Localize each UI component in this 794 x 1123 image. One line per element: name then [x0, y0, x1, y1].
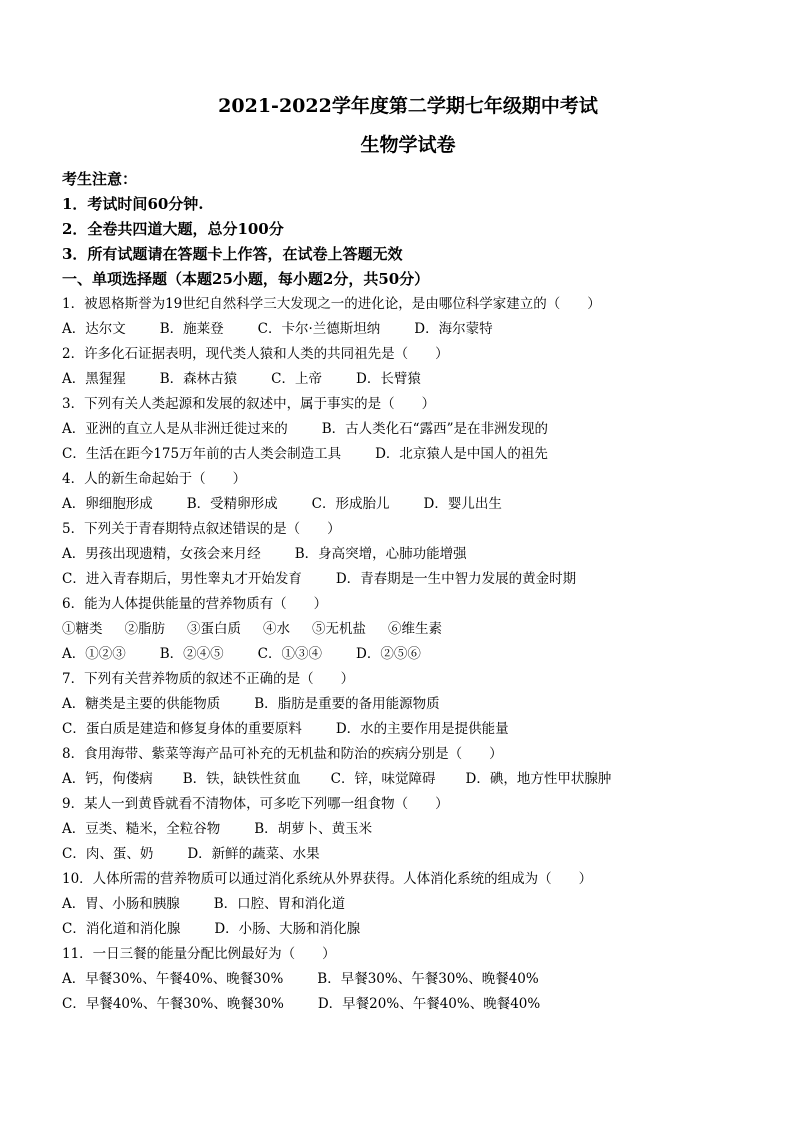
option: C．上帝 [271, 371, 323, 387]
option: A．钙，佝偻病 [62, 771, 153, 787]
option: D．小肠、大肠和消化腺 [214, 921, 361, 937]
question-stem: 7．下列有关营养物质的叙述不正确的是（ ） [62, 671, 355, 687]
nutrient-item: ①糖类 [62, 621, 103, 637]
candidate-notes [62, 167, 754, 292]
options-row [62, 492, 754, 517]
question-stem: 3．下列有关人类起源和发展的叙述中，属于事实的是（ ） [62, 396, 436, 412]
option: B．施莱登 [159, 321, 224, 337]
notes-heading: 考生注意： [62, 170, 138, 188]
options-row [62, 992, 754, 1017]
section-heading: 一、单项选择题（本题25小题，每小题2分，共50分） [62, 270, 430, 288]
options-row [62, 917, 754, 942]
note-item: 2．全卷共四道大题，总分100分 [62, 220, 284, 238]
option: C．形成胎儿 [311, 496, 390, 512]
option: A．黑猩猩 [62, 371, 126, 387]
exam-title: 2021-2022学年度第二学期七年级期中考试 [218, 95, 598, 117]
nutrient-item: ⑤无机盐 [312, 621, 366, 637]
option: B．受精卵形成 [186, 496, 278, 512]
options-row [62, 817, 754, 842]
options-row [62, 692, 754, 717]
option: C．蛋白质是建造和修复身体的重要原料 [62, 721, 302, 737]
exam-subtitle: 生物学试卷 [360, 134, 456, 156]
option: B．铁，缺铁性贫血 [182, 771, 301, 787]
option: B．脂肪是重要的备用能源物质 [254, 696, 440, 712]
options-row [62, 967, 754, 992]
option: D．水的主要作用是提供能量 [335, 721, 509, 737]
question-stem: 6．能为人体提供能量的营养物质有（ ） [62, 596, 328, 612]
option: A．男孩出现遗精，女孩会来月经 [62, 546, 261, 562]
option: B．②④⑤ [159, 646, 224, 662]
option: A．卵细胞形成 [62, 496, 153, 512]
options-row [62, 567, 754, 592]
option: C．早餐40%、午餐30%、晚餐30% [62, 996, 284, 1012]
option: C．①③④ [257, 646, 323, 662]
option: D．早餐20%、午餐40%、晚餐40% [317, 996, 541, 1012]
option: A．达尔文 [62, 321, 126, 337]
nutrient-item: ⑥维生素 [388, 621, 442, 637]
question-stem: 1．被恩格斯誉为19世纪自然科学三大发现之一的进化论，是由哪位科学家建立的（ ） [62, 296, 601, 312]
option: D．青春期是一生中智力发展的黄金时期 [335, 571, 577, 587]
option: D．婴儿出生 [423, 496, 502, 512]
option: C．肉、蛋、奶 [62, 846, 154, 862]
option: A．早餐30%、午餐40%、晚餐30% [62, 971, 284, 987]
nutrient-item: ④水 [263, 621, 290, 637]
options-row [62, 842, 754, 867]
option: B．胡萝卜、黄玉米 [254, 821, 373, 837]
nutrient-list [62, 617, 754, 642]
option: B．古人类化石“露西”是在非洲发现的 [321, 421, 548, 437]
option: A．豆类、糙米，全粒谷物 [62, 821, 221, 837]
option: A．亚洲的直立人是从非洲迁徙过来的 [62, 421, 288, 437]
option: C．进入青春期后，男性睾丸才开始发育 [62, 571, 302, 587]
question-stem: 2．许多化石证据表明，现代类人猿和人类的共同祖先是（ ） [62, 346, 449, 362]
question-stem: 11．一日三餐的能量分配比例最好为（ ） [62, 946, 336, 962]
question-stem: 9．某人一到黄昏就看不清物体，可多吃下列哪一组食物（ ） [62, 796, 449, 812]
options-row [62, 367, 754, 392]
option: C．锌，味觉障碍 [330, 771, 436, 787]
option: B．身高突增，心肺功能增强 [294, 546, 467, 562]
note-item: 3．所有试题请在答题卡上作答，在试卷上答题无效 [62, 245, 403, 263]
option: C．生活在距今175万年前的古人类会制造工具 [62, 446, 342, 462]
option: B．森林古猿 [159, 371, 238, 387]
options-row [62, 317, 754, 342]
nutrient-item: ③蛋白质 [187, 621, 241, 637]
option: A．糖类是主要的供能物质 [62, 696, 221, 712]
option: D．海尔蒙特 [414, 321, 493, 337]
option: D．②⑤⑥ [356, 646, 421, 662]
option: A．①②③ [62, 646, 126, 662]
note-item: 1．考试时间60分钟. [62, 195, 204, 213]
question-stem: 8．食用海带、紫菜等海产品可补充的无机盐和防治的疾病分别是（ ） [62, 746, 503, 762]
options-row [62, 417, 754, 442]
question-stem: 4．人的新生命起始于（ ） [62, 471, 247, 487]
nutrient-item: ②脂肪 [124, 621, 165, 637]
question-stem: 10．人体所需的营养物质可以通过消化系统从外界获得。人体消化系统的组成为（ ） [62, 871, 593, 887]
option: D．新鲜的蔬菜、水果 [187, 846, 320, 862]
options-row [62, 717, 754, 742]
option: A．胃、小肠和胰腺 [62, 896, 180, 912]
option: D．北京猿人是中国人的祖先 [375, 446, 548, 462]
option: B．口腔、胃和消化道 [213, 896, 346, 912]
option: C．卡尔·兰德斯坦纳 [257, 321, 381, 337]
options-row [62, 892, 754, 917]
option: D．碘，地方性甲状腺肿 [465, 771, 612, 787]
options-row [62, 542, 754, 567]
question-stem: 5．下列关于青春期特点叙述错误的是（ ） [62, 521, 341, 537]
option: D．长臂猿 [356, 371, 421, 387]
option: B．早餐30%、午餐30%、晚餐40% [317, 971, 539, 987]
option: C．消化道和消化腺 [62, 921, 181, 937]
options-row [62, 642, 754, 667]
options-row [62, 442, 754, 467]
options-row [62, 767, 754, 792]
